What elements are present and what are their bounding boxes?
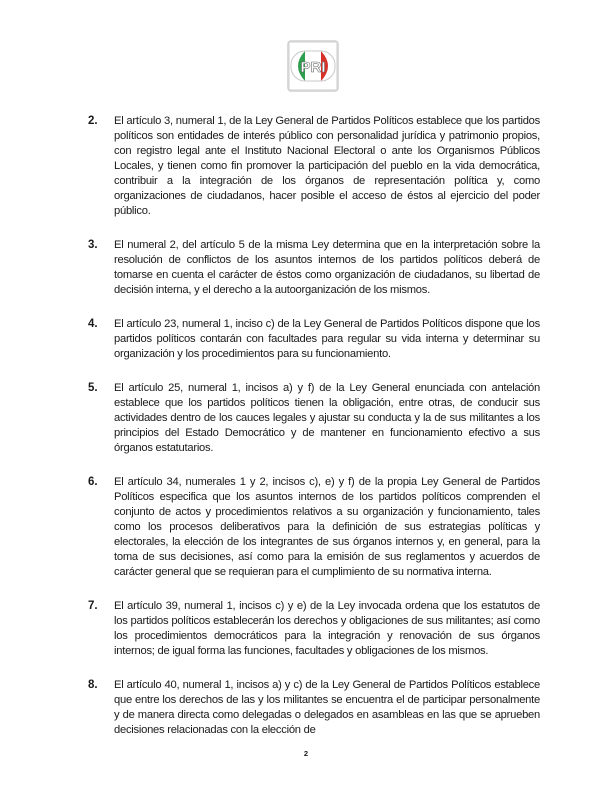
- item-number: 6.: [88, 476, 98, 488]
- item-number: 4.: [88, 318, 98, 330]
- item-number: 7.: [88, 600, 98, 612]
- item-number: 5.: [88, 382, 98, 394]
- list-item: [88, 599, 540, 659]
- list-item: [88, 317, 540, 362]
- list-item: [88, 381, 540, 456]
- list-item: [88, 238, 540, 298]
- item-text: El artículo 23, numeral 1, inciso c) de la Ley General de Partidos Políticos dispone que los partidos políticos contarán con facultades para regular su vida interna y determinar su organización y los procedimientos para su funcionamiento.: [114, 318, 540, 360]
- item-number: 2.: [88, 115, 98, 127]
- pri-logo: [287, 40, 339, 92]
- logo-text: PRI: [300, 59, 326, 76]
- item-text: El artículo 3, numeral 1, de la Ley General de Partidos Políticos establece que los partidos políticos son entidades de interés público con personalidad jurídica y patrimonio propios, con registro legal ante el Instituto Nacional Electoral o ante los Organismos Públicos Locales, y tienen como fin promover la participación del pueblo en la vida democrática, contribuir a la integración de los órganos de representación política y, como organizaciones de ciudadanos, hacer posible el acceso de éstos al ejercicio del poder público.: [114, 115, 540, 217]
- list-item: [88, 114, 540, 219]
- item-text: El artículo 34, numerales 1 y 2, incisos c), e) y f) de la propia Ley General de Partidos Políticos especifica que los asuntos internos de los partidos políticos comprenden el conjunto de actos y procedimientos relativos a su organización y funcionamiento, tales como los procesos deliberativos para la definición de sus estrategias políticas y electorales, la elección de los integrantes de sus órganos internos y, en general, para la toma de sus decisiones, así como para la emisión de sus reglamentos y acuerdos de carácter general que se requieran para el cumplimiento de su normativa interna.: [114, 476, 540, 578]
- item-text: El artículo 39, numeral 1, incisos c) y e) de la Ley invocada ordena que los estatutos de los partidos políticos establecerán los derechos y obligaciones de sus militantes; así como los procedimientos democráticos para la integración y renovación de sus órganos internos; de igual forma las funciones, facultades y obligaciones de los mismos.: [114, 600, 540, 657]
- item-text: El artículo 40, numeral 1, incisos a) y c) de la Ley General de Partidos Políticos establece que entre los derechos de las y los militantes se encuentra el de participar personalmente y de manera directa como delegadas o delegados en asambleas en las que se aprueben decisiones relacionadas con la elección de: [114, 679, 540, 736]
- page-number: 2: [303, 749, 309, 758]
- item-text: El artículo 25, numeral 1, incisos a) y f) de la Ley General enunciada con antelación establece que los partidos políticos tienen la obligación, entre otras, de conducir sus actividades dentro de los cauces legales y ajustar su conducta y la de sus militantes a los principios del Estado Democrático y de mantener en funcionamiento efectivo a sus órganos estatutarios.: [114, 382, 540, 454]
- item-text: El numeral 2, del artículo 5 de la misma Ley determina que en la interpretación sobre la resolución de conflictos de los asuntos internos de los partidos políticos deberá de tomarse en cuenta el carácter de éstos como organización de ciudadanos, su libertad de decisión interna, y el derecho a la autoorganización de los mismos.: [114, 239, 540, 296]
- list-item: [88, 475, 540, 580]
- item-number: 3.: [88, 239, 98, 251]
- list-item: [88, 678, 540, 738]
- item-number: 8.: [88, 679, 98, 691]
- numbered-list: [88, 114, 540, 757]
